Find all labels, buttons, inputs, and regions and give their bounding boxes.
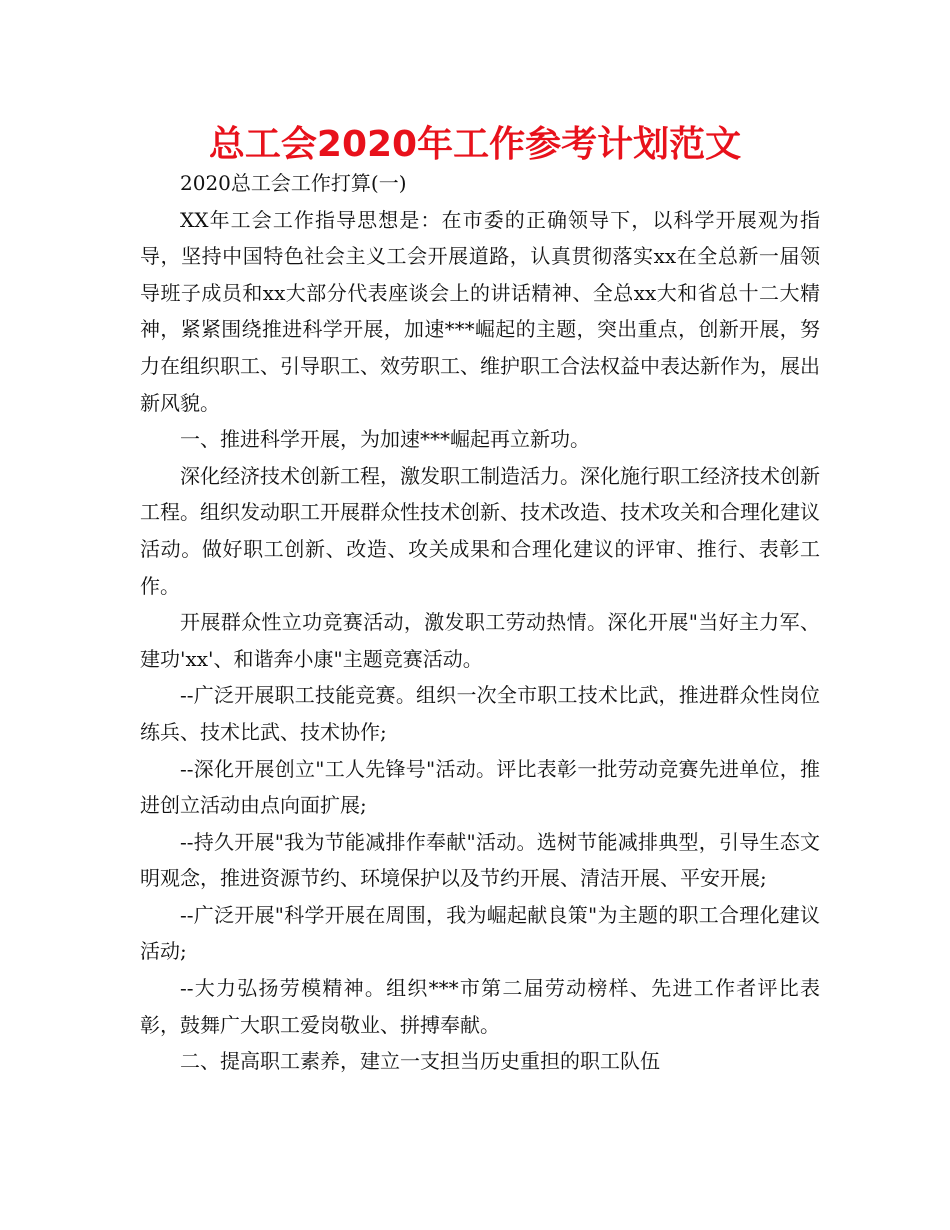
section-heading: 一、推进科学开展，为加速***崛起再立新功。 [180,427,590,452]
section-heading: 二、提高职工素养，建立一支担当历史重担的职工队伍 [180,1049,660,1074]
paragraph: XX年工会工作指导思想是：在市委的正确领导下，以科学开展观为指导，坚持中国特色社会主义工会开展道路，认真贯彻落实xx在全总新一届领导班子成员和xx大部分代表座谈会上的讲话精神、全总xx大和省总十二大精神，紧紧围绕推进科学开展，加速***崛起的主题，突出重点，创新开展，努力在组织职工、引导职工、效劳职工、维护职工合法权益中表达新作为，展出新风貌。 [140,207,820,415]
list-item: --持久开展"我为节能减排作奉献"活动。选树节能减排典型，引导生态文明观念，推进资源节约、环境保护以及节约开展、清洁开展、平安开展; [140,829,820,891]
paragraph: 深化经济技术创新工程，激发职工制造活力。深化施行职工经济技术创新工程。组织发动职工开展群众性技术创新、技术改造、技术攻关和合理化建议活动。做好职工创新、改造、攻关成果和合理化建议的评审、推行、表彰工作。 [140,463,820,598]
document-title: 总工会2020年工作参考计划范文 [208,124,742,165]
paragraph: 2020总工会工作打算(一) [180,171,407,195]
paragraph: 开展群众性立功竞赛活动，激发职工劳动热情。深化开展"当好主力军、建功'xx'、和谐奔小康"主题竞赛活动。 [140,610,820,671]
list-item: --大力弘扬劳模精神。组织***市第二届劳动榜样、先进工作者评比表彰，鼓舞广大职工爱岗敬业、拼搏奉献。 [140,976,820,1037]
document-body [140,165,820,1080]
list-item: --广泛开展"科学开展在周围，我为崛起献良策"为主题的职工合理化建议活动; [140,902,820,964]
list-item: --广泛开展职工技能竞赛。组织一次全市职工技术比武，推进群众性岗位练兵、技术比武、技术协作; [140,683,820,744]
list-item: --深化开展创立"工人先锋号"活动。评比表彰一批劳动竞赛先进单位，推进创立活动由点向面扩展; [140,756,820,818]
